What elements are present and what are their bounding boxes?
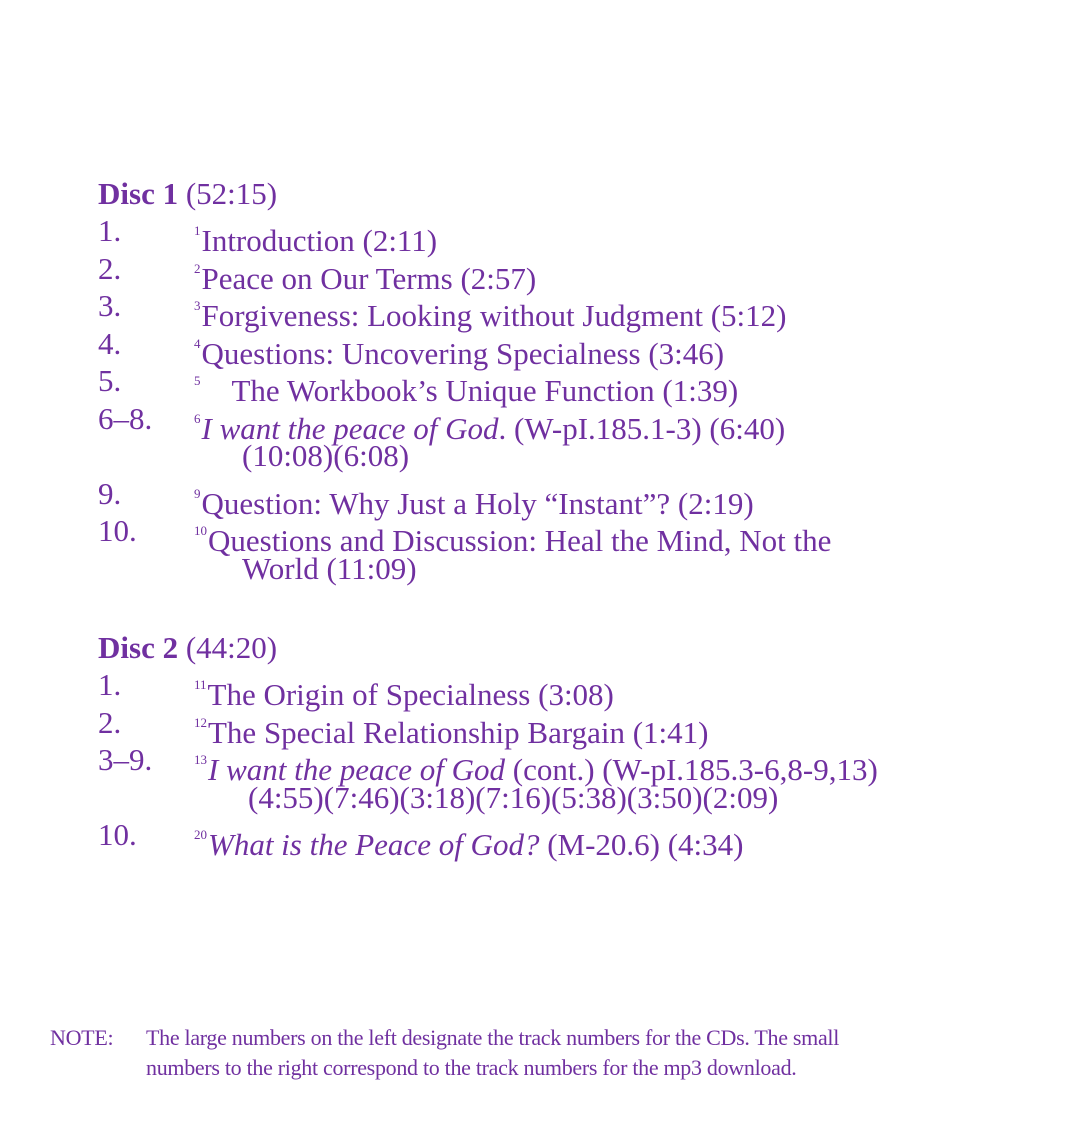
track-title-italic: I want the peace of God	[201, 410, 499, 446]
cd-track-number: 10.	[98, 513, 137, 548]
mp3-track-number: 3	[194, 298, 201, 313]
track-title: Questions: Uncovering Specialness (3:46)	[201, 335, 725, 371]
track-title: The Workbook’s Unique Function (1:39)	[231, 373, 739, 408]
mp3-track-number: 13	[194, 752, 207, 767]
mp3-track-number: 12	[194, 714, 207, 730]
mp3-track-number: 4	[194, 335, 201, 351]
track-title: (cont.) (W-pI.185.3-6,8-9,13)	[505, 752, 878, 787]
note-text-line-1: The large numbers on the left designate the track numbers for the CDs. The small	[146, 1025, 840, 1050]
track-row	[98, 325, 998, 371]
track-title: Questions and Discussion: Heal the Mind, Not the	[208, 523, 832, 558]
track-title: The Special Relationship Bargain (1:41)	[208, 714, 709, 750]
cd-track-number: 9.	[98, 475, 122, 511]
note-label: NOTE:	[50, 1025, 114, 1050]
track-row	[98, 212, 998, 258]
disc-2-duration: (44:20)	[185, 630, 278, 665]
track-row	[98, 741, 998, 816]
track-title: . (W-pI.185.1-3) (6:40)	[498, 410, 786, 446]
cd-track-number: 1.	[98, 667, 122, 702]
track-row	[98, 512, 998, 587]
disc-1-duration: (52:15)	[185, 176, 278, 211]
cd-track-number: 6–8.	[98, 400, 153, 436]
disc-1-section	[98, 176, 998, 587]
track-row	[98, 475, 998, 521]
cd-track-number: 1.	[98, 213, 122, 248]
track-title: Peace on Our Terms (2:57)	[201, 260, 537, 296]
mp3-track-number: 20	[194, 827, 207, 842]
cd-track-number: 4.	[98, 325, 122, 361]
track-title: (M-20.6) (4:34)	[539, 827, 744, 862]
mp3-track-number: 2	[194, 260, 201, 276]
track-title: Introduction (2:11)	[201, 223, 438, 258]
disc-1-heading	[98, 176, 998, 212]
cd-track-number: 3–9.	[98, 742, 153, 777]
track-row	[98, 362, 998, 408]
track-row	[98, 816, 998, 862]
mp3-track-number: 1	[194, 223, 201, 238]
track-durations-continued: (4:55)(7:46)(3:18)(7:16)(5:38)(3:50)(2:09)	[248, 779, 779, 815]
track-row	[98, 287, 998, 333]
track-row	[98, 666, 998, 712]
mp3-track-number: 10	[194, 523, 207, 538]
track-title-italic: I want the peace of God	[208, 752, 506, 787]
mp3-track-number: 9	[194, 485, 201, 501]
track-title: The Origin of Specialness (3:08)	[207, 677, 614, 712]
mp3-track-number: 5	[194, 373, 201, 388]
disc-2-heading	[98, 630, 998, 666]
cd-track-number: 2.	[98, 704, 122, 740]
track-row	[98, 250, 998, 296]
cd-track-number: 10.	[98, 817, 137, 852]
note-text-line-2: numbers to the right correspond to the track numbers for the mp3 download.	[146, 1055, 797, 1080]
mp3-track-number: 11	[194, 677, 207, 692]
track-title: Question: Why Just a Holy “Instant”? (2:19)	[201, 485, 754, 521]
cd-track-number: 5.	[98, 363, 122, 398]
disc-2-label: Disc 2	[98, 630, 179, 665]
track-title-continued: World (11:09)	[242, 550, 417, 586]
track-durations-continued: (10:08)(6:08)	[242, 438, 410, 473]
track-title: Forgiveness: Looking without Judgment (5:12)	[201, 298, 787, 333]
track-row	[98, 400, 998, 475]
cd-track-number: 2.	[98, 250, 122, 286]
track-row	[98, 704, 998, 750]
disc-2-section	[98, 630, 998, 862]
disc-1-label: Disc 1	[98, 176, 179, 211]
cd-track-number: 3.	[98, 288, 122, 323]
mp3-track-number: 6	[194, 410, 201, 426]
track-title-italic: What is the Peace of God?	[208, 827, 540, 862]
